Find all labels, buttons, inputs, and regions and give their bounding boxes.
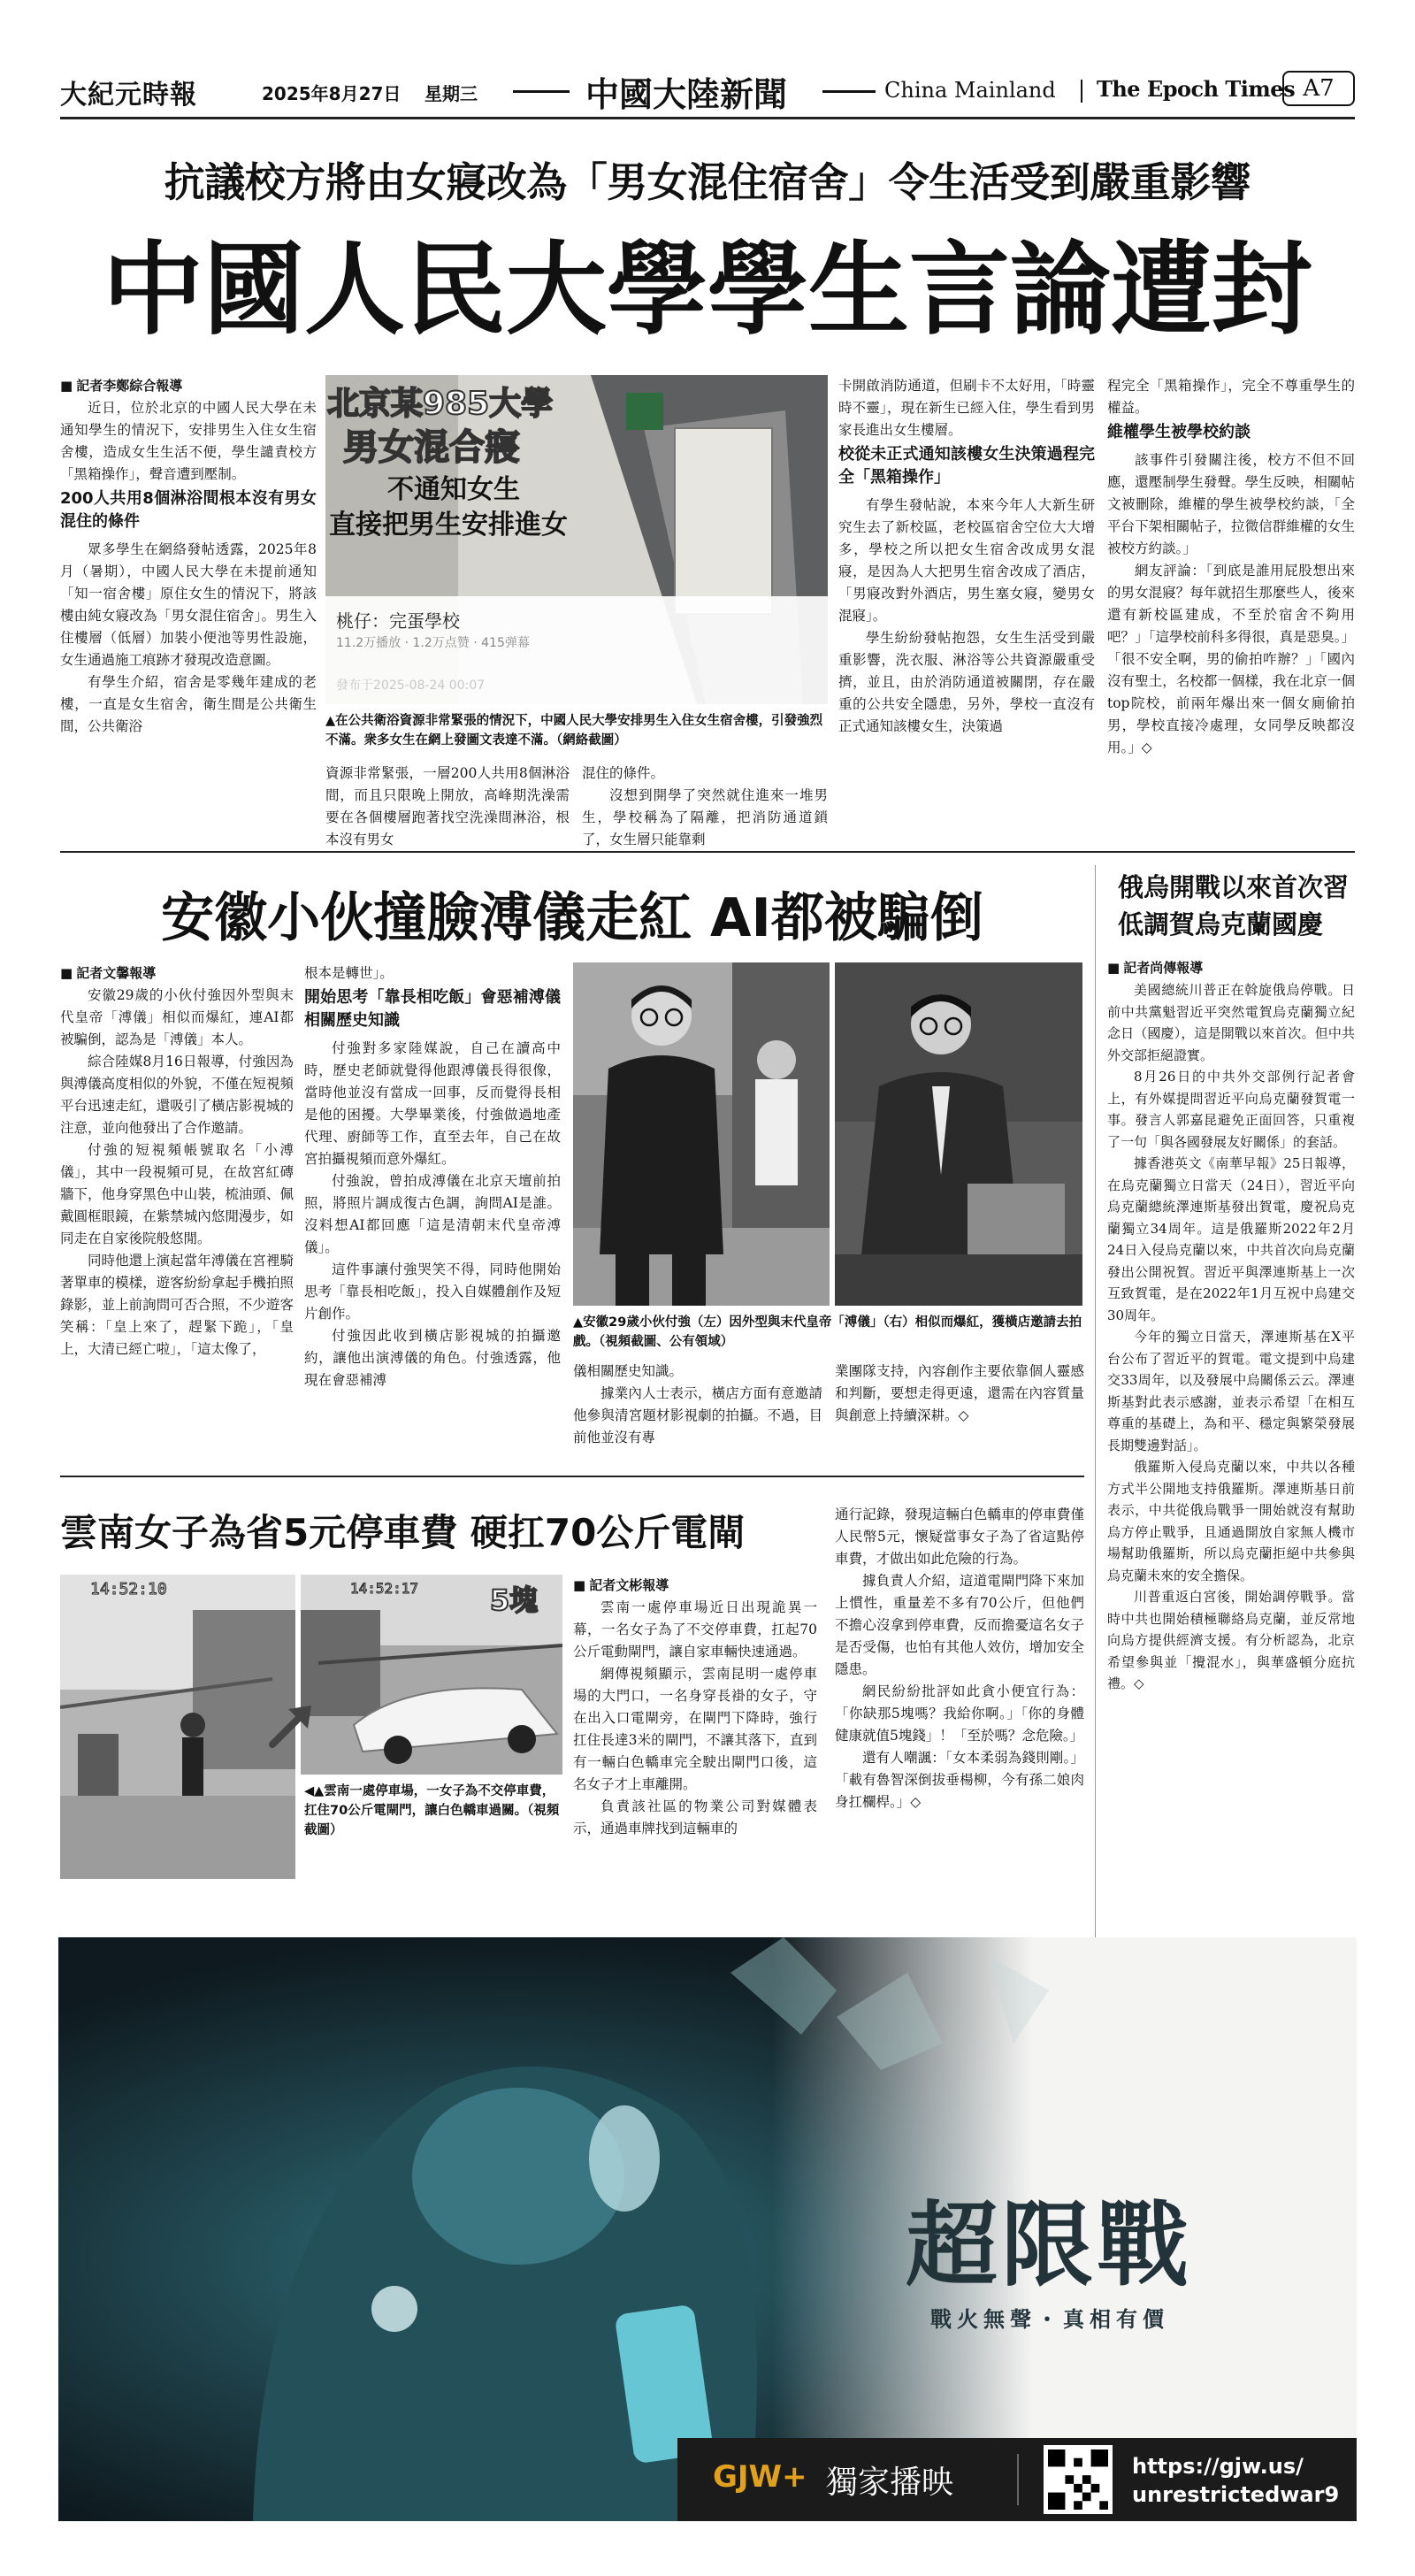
- puyi-historical-photo: [835, 962, 1082, 1306]
- lead-paragraph: 眾多學生在網絡發帖透露，2025年8月（暑期），中國人民大學在未提前通知「知一宿舍樓」原住女生的情況下，將該樓由純女寢改為「男女混住宿舍」。男生入住樓層（低層）加裝小便池等男性設施，女生通過施工痕跡才發現改造意圖。: [60, 541, 317, 668]
- ad-tagline: 戰火無聲・真相有價: [930, 2306, 1169, 2332]
- lead-column-4: [838, 375, 1095, 738]
- cam2-timestamp: 14:52:17: [350, 1580, 419, 1597]
- ad-title: 超限戰: [906, 2190, 1193, 2299]
- lead-paragraph: 該事件引發關注後，校方不但不回應，還壓制學生發聲。學生反映，相關帖文被刪除，維權的學生被學校約談，「全平台下架相關帖子，拉微信群維權的女生被校方約談。」: [1107, 452, 1355, 556]
- puyi-paragraph: 同時他還上演起當年溥儀在宮裡騎著單車的模樣，遊客紛紛拿起手機拍照錄影，並上前詢問可否合照，不少遊客笑稱：「皇上來了，趕緊下跪」，「皇上，大清已經亡啦」，「這太像了，: [60, 1253, 294, 1357]
- video-overlay-line-3: 不通知女生: [387, 474, 520, 505]
- lead-paragraph: 卡開啟消防通道，但刷卡不太好用，「時靈時不靈」，現在新生已經入住，學生看到男家長進出女生樓層。: [838, 378, 1095, 438]
- lead-paragraph: 沒想到開學了突然就住進來一堆男生，學校稱為了隔離，把消防通道鎖了，女生層只能靠剩: [582, 787, 828, 847]
- lead-paragraph: 有學生介紹，宿舍是零幾年建成的老樓，一直是女生宿舍，衛生間是公共衛生間，公共衛浴: [60, 674, 317, 734]
- parking-cam-photo-2: [301, 1575, 562, 1775]
- puyi-paragraph: 付強因此收到橫店影視城的拍攝邀約，讓他出演溥儀的角色。付強透露，他現在會惡補溥: [304, 1328, 561, 1388]
- qr-code-icon[interactable]: [1044, 2445, 1113, 2514]
- lead-paragraph: 程完全「黑箱操作」，完全不尊重學生的權益。: [1107, 378, 1355, 416]
- ukraine-paragraph: 美國總統川普正在斡旋俄烏停戰。日前中共黨魁習近平突然電賀烏克蘭獨立紀念日（國慶），這是開戰以來首次。但中共外交部拒絕證實。: [1107, 982, 1355, 1063]
- advertisement-banner: [58, 1937, 1357, 2521]
- page-number: A7: [1303, 75, 1335, 102]
- puyi-headline: 安徽小伙撞臉溥儀走紅 AI都被騙倒: [161, 887, 983, 949]
- lead-paragraph: 有學生發帖說，本來今年人大新生研究生去了新校區，老校區宿舍空位大大增多，學校之所以把女生宿舍改成男女混寢，是因為人大把男生宿舍改成了酒店，「男寢改對外酒店，男生塞女寢，變男女混寢」。: [838, 497, 1095, 624]
- puyi-paragraph: 業團隊支持，內容創作主要依靠個人靈感和判斷，要想走得更遠，還需在內容質量與創意上持續深耕。◇: [835, 1363, 1084, 1423]
- masthead-separator: [1081, 80, 1082, 103]
- gjw-logo: GJW+: [713, 2459, 807, 2495]
- yunnan-column-2: [835, 1504, 1084, 1813]
- yunnan-photo-caption: ◀▲雲南一處停車場，一女子為不交停車費，扛住70公斤電閘門，讓白色轎車過關。（視頻截圖）: [304, 1784, 560, 1837]
- puyi-paragraph: 付強說，曾拍成溥儀在北京天壇前拍照，將照片調成復古色調，詢問AI是誰。沒料想AI都回應「這是清朝末代皇帝溥儀」。: [304, 1173, 561, 1255]
- video-stats: 11.2万播放 · 1.2万点赞 · 415弹幕: [336, 636, 530, 650]
- fu-qiang-photo: [573, 962, 830, 1306]
- issue-date: 2025年8月27日: [262, 83, 402, 104]
- puyi-column-2: [304, 962, 561, 1392]
- lead-column-5: [1107, 375, 1355, 759]
- puyi-column-1: [60, 962, 294, 1361]
- video-overlay-line-2: 男女混合寢: [343, 427, 520, 468]
- puyi-paragraph: 付強的短視頻帳號取名「小溥儀」，其中一段視頻可見，在故宮紅磚牆下，他身穿黑色中山裝，梳油頭、佩戴圓框眼鏡，在紫禁城內悠閒漫步，如同走在自家後院般悠閒。: [60, 1142, 294, 1246]
- puyi-paragraph: 安徽29歲的小伙付強因外型與末代皇帝「溥儀」相似而爆紅，連AI都被騙倒，認為是「溥儀」本人。: [60, 987, 294, 1047]
- yunnan-paragraph: 雲南一處停車場近日出現詭異一幕，一名女子為了不交停車費，扛起70公斤電動閘門，讓自家車輛快速通過。: [573, 1599, 817, 1660]
- puyi-subhead: 開始思考「靠長相吃飯」會惡補溥儀相關歷史知識: [304, 988, 561, 1030]
- puyi-paragraph: 據業內人士表示，橫店方面有意邀請他參與清宮題材影視劇的拍攝。不過，目前他並沒有專: [573, 1385, 822, 1445]
- ukraine-column: [1107, 957, 1355, 1695]
- lead-paragraph: 近日，位於北京的中國人民大學在未通知學生的情況下，安排男生入住女生宿舍樓，造成女生生活不便，學生譴責校方「黑箱操作」，聲音遭到壓制。: [60, 400, 317, 482]
- puyi-paragraph: 這件事讓付強哭笑不得，同時他開始思考「靠長相吃飯」，投入自媒體創作及短片創作。: [304, 1261, 561, 1322]
- brand-en: The Epoch Times: [1097, 76, 1296, 102]
- photo-pointer-arrow-icon: [265, 1698, 318, 1752]
- section-title: 中國大陸新聞: [585, 74, 788, 114]
- page-number-box: [1282, 71, 1355, 106]
- lead-bottom-rule: [60, 851, 1355, 853]
- masthead-rule-right: [822, 90, 876, 93]
- ad-url-line-1[interactable]: https://gjw.us/: [1132, 2454, 1304, 2479]
- video-overlay-line-4: 直接把男生安排進女: [329, 510, 568, 540]
- cam1-timestamp: 14:52:10: [90, 1580, 167, 1598]
- lead-subhead-1: 200人共用8個淋浴間根本沒有男女混住的條件: [60, 489, 317, 531]
- ad-footer-divider: [1017, 2454, 1019, 2505]
- lead-paragraph: 資源非常緊張，一層200人共用8個淋浴間，而且只限晚上開放，高峰期洗澡需要在各個樓層跑著找空洗澡間淋浴，根本沒有男女: [325, 765, 570, 847]
- lead-byline: ■ 記者李鄭綜合報導: [60, 375, 317, 397]
- video-overlay-line-1: 北京某985大學: [327, 386, 554, 422]
- lead-subhead-2: 校從未正式通知該樓女生決策過程完全「黑箱操作」: [838, 445, 1095, 487]
- yunnan-paragraph: 通行記錄，發現這輛白色轎車的停車費僅人民幣5元，懷疑當事女子為了省這點停車費，才做出如此危險的行為。: [835, 1506, 1084, 1567]
- lead-paragraph: 學生紛紛發帖抱怨，女生生活受到嚴重影響，洗衣服、淋浴等公共資源嚴重受擠，並且，由於消防通道被關閉，存在嚴重的公共安全隱患，另外，學校一直沒有正式通知該樓女生，決策過: [838, 630, 1095, 734]
- ukraine-paragraph: 川普重返白宮後，開始調停戰爭。當時中共也開始積極聯絡烏克蘭，並反常地向烏方提供經濟支援。有分析認為，北京希望參與並「攪混水」，與華盛頓分庭抗禮。◇: [1107, 1589, 1355, 1691]
- yunnan-paragraph: 網傳視頻顯示，雲南昆明一處停車場的大門口，一名身穿長褂的女子，守在出入口電閘旁，在閘門下降時，強行扛住長達3米的閘門，不讓其落下，直到有一輛白色轎車完全駛出閘門口後，這名女子才上車離開。: [573, 1666, 817, 1792]
- lead-photo-caption: ▲在公共衛浴資源非常緊張的情況下，中國人民大學安排男生入住女生宿舍樓，引發強烈不滿。衆多女生在網上發圖文表達不滿。（網絡截圖）: [325, 714, 823, 748]
- lead-column-2: [325, 763, 570, 851]
- ukraine-paragraph: 據香港英文《南華早報》25日報導，在烏克蘭獨立日當天（24日），習近平向烏克蘭總統澤連斯基發出賀電，慶祝烏克蘭獨立34周年。這是俄羅斯2022年2月24日入侵烏克蘭以來，中共首次向烏克蘭發出公開祝賀。習近平與澤連斯基上一次互致賀電，是在2022年1月互祝中烏建交30周年。: [1107, 1155, 1355, 1323]
- sidebar-divider: [1095, 865, 1096, 1941]
- masthead-rule-left: [513, 90, 570, 93]
- masthead: [60, 67, 1355, 114]
- lead-paragraph: 網友評論：「到底是誰用屁股想出來的男女混寢？每年就招生那麼些人，後來還有新校區建成，不至於宿舍不夠用吧？」「這學校前科多得很，真是惡臭。」「很不安全啊，男的偷拍咋辦？」「國內沒有聖土，名校都一個樣，我在北京一個top院校，前兩年爆出來一個女廁偷拍男，學校直接冷處理，女同學反映都沒用。」◇: [1107, 563, 1355, 755]
- lead-kicker: 抗議校方將由女寢改為「男女混住宿舍」令生活受到嚴重影響: [164, 158, 1251, 206]
- yunnan-headline: 雲南女子為省5元停車費 硬扛70公斤電閘: [60, 1511, 746, 1554]
- ukraine-byline: ■ 記者尚傳報導: [1107, 957, 1355, 979]
- puyi-bottom-rule: [60, 1476, 1084, 1477]
- puyi-byline: ■ 記者文馨報導: [60, 962, 294, 985]
- lead-subhead-3: 維權學生被學校約談: [1107, 423, 1251, 441]
- video-posted: 發布于2025-08-24 00:07: [336, 678, 486, 693]
- ukraine-paragraph: 今年的獨立日當天，澤連斯基在X平台公布了習近平的賀電。電文提到中烏建交33周年，以及發展中烏關係云云。澤連斯基對此表示感謝，並表示希望「在相互尊重的基礎上，為和平、穩定與繁榮發展長期雙邊對話」。: [1107, 1329, 1355, 1453]
- parking-cam-photo-1: [60, 1575, 295, 1879]
- lead-headline: 中國人民大學學生言論遭封: [102, 230, 1312, 349]
- issue-weekday: 星期三: [424, 83, 478, 104]
- ukraine-headline: 俄烏開戰以來首次習低調賀烏克蘭國慶: [1118, 872, 1350, 939]
- puyi-column-3: [573, 1361, 822, 1449]
- paper-name: 大紀元時報: [60, 80, 197, 111]
- puyi-paragraph: 儀相關歷史知識。: [573, 1363, 684, 1379]
- puyi-paragraph: 綜合陸媒8月16日報導，付強因為與溥儀高度相似的外貌，不僅在短視頻平台迅速走紅，還吸引了橫店影視城的注意，並向他發出了合作邀請。: [60, 1054, 294, 1136]
- puyi-paragraph: 根本是轉世」。: [304, 965, 394, 981]
- yunnan-paragraph: 還有人嘲諷：「女本柔弱為錢則剛。」「載有魯智深倒拔垂楊柳，今有孫二娘肉身扛欄桿。」◇: [835, 1750, 1084, 1810]
- lead-column-1: [60, 375, 317, 738]
- yunnan-paragraph: 據負責人介紹，這道電閘門降下來加上慣性，重量差不多有70公斤，但他們不擔心沒拿到停車費，反而擔憂這名女子是否受傷，也怕有其他人效仿，增加安全隱患。: [835, 1573, 1084, 1677]
- yunnan-paragraph: 網民紛紛批評如此貪小便宜行為：「你缺那5塊嗎？我給你啊。」「你的身體健康就值5塊錢」！「至於嗎？念危險。」: [835, 1683, 1084, 1744]
- cam2-price-badge: 5塊: [490, 1583, 539, 1617]
- lead-column-3: [582, 763, 828, 851]
- puyi-photo-caption: ▲安徽29歲小伙付強（左）因外型與末代皇帝「溥儀」（右）相似而爆紅，獲橫店邀請去拍戲。（視頻截圖、公有領域）: [573, 1315, 1082, 1349]
- ad-url-line-2[interactable]: unrestrictedwar9: [1132, 2482, 1340, 2507]
- ukraine-paragraph: 8月26日的中共外交部例行記者會上，有外媒提問習近平向烏克蘭發賀電一事。發言人郭嘉昆避免正面回答，只重複了一句「與各國發展友好關係」的套話。: [1107, 1069, 1355, 1150]
- ukraine-paragraph: 俄羅斯入侵烏克蘭以來，中共以各種方式半公開地支持俄羅斯。澤連斯基日前表示，中共從俄烏戰爭一開始就沒有幫助烏方停止戰爭，且通過開放自家無人機市場幫助俄羅斯，所以烏克蘭拒絕中共參與烏克蘭未來的安全擔保。: [1107, 1459, 1355, 1583]
- lead-video-screenshot: [325, 375, 828, 704]
- masthead-underline: [60, 117, 1355, 119]
- yunnan-byline: ■ 記者文彬報導: [573, 1575, 817, 1597]
- yunnan-paragraph: 負責該社區的物業公司對媒體表示，通過車牌找到這輛車的: [573, 1798, 817, 1836]
- video-account: 桃仔：完蛋學校: [336, 610, 460, 632]
- section-title-en: China Mainland: [884, 78, 1056, 103]
- puyi-paragraph: 付強對多家陸媒說，自己在讀高中時，歷史老師就覺得他跟溥儀長得很像，當時他並沒有當成一回事，反而覺得長相是他的困擾。大學畢業後，付強做過地產代理、廚師等工作，直至去年，自己在故宮拍攝視頻而意外爆紅。: [304, 1040, 561, 1167]
- ad-exclusive-label: 獨家播映: [826, 2465, 954, 2501]
- puyi-column-4: [835, 1361, 1084, 1427]
- lead-paragraph: 混住的條件。: [582, 765, 665, 781]
- yunnan-column-1: [573, 1575, 817, 1840]
